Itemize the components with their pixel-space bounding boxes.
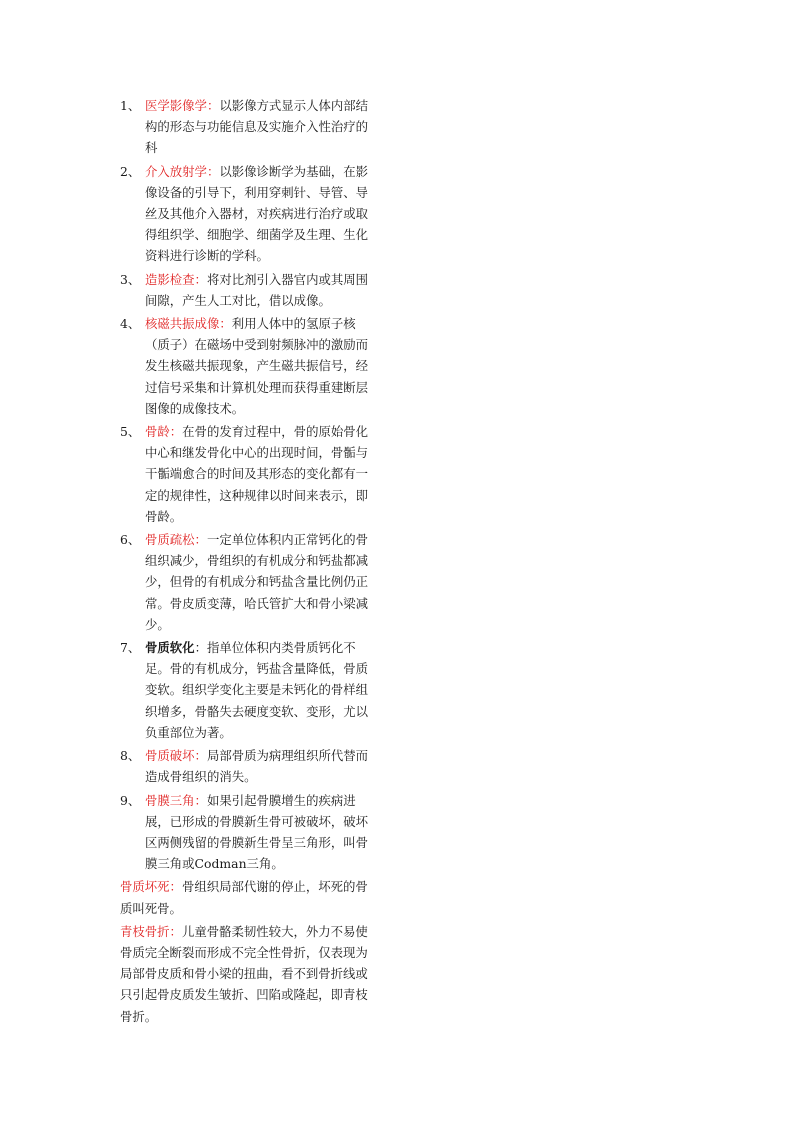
extra-term: 青枝骨折：	[120, 923, 182, 939]
list-item	[120, 745, 378, 787]
item-number: 6、	[120, 532, 141, 548]
list-item	[120, 95, 378, 159]
item-term: 骨质软化	[145, 640, 195, 656]
extra-term: 骨质坏死：	[120, 879, 182, 895]
item-number: 2、	[120, 163, 141, 179]
item-definition: 以影像方式显示人体内部结构的形态与功能信息及实施介入性治疗的科	[145, 98, 369, 156]
item-number: 1、	[120, 98, 141, 113]
item-definition: 在骨的发育过程中，骨的原始骨化中心和继发骨化中心的出现时间，骨骺与干骺端愈合的时间及其形态的变化都有一定的规律性，这种规律以时间来表示，即骨龄。	[145, 424, 369, 524]
item-term: 核磁共振成像：	[145, 316, 232, 332]
item-term: 造影检查：	[145, 271, 207, 287]
list-item	[120, 790, 378, 875]
list-item	[120, 637, 378, 743]
list-item	[120, 421, 378, 527]
extra-definition: 儿童骨骼柔韧性较大，外力不易使骨质完全断裂而形成不完全性骨折，仅表现为局部骨皮质和骨小梁的扭曲，看不到骨折线或只引起骨皮质发生皱折、凹陷或隆起，即青枝骨折。	[120, 923, 368, 1024]
item-definition: 局部骨质为病理组织所代替而造成骨组织的消失。	[145, 748, 369, 785]
item-definition: ：指单位体积内类骨质钙化不足。骨的有机成分，钙盐含量降低，骨质变软。组织学变化主要是未钙化的骨样组织增多，骨骼失去硬度变软、变形，尤以负重部位为著。	[145, 640, 369, 740]
item-number: 3、	[120, 271, 141, 287]
item-number: 9、	[120, 792, 141, 808]
item-term: 骨质疏松：	[145, 532, 207, 548]
item-number: 5、	[120, 424, 141, 440]
list-item	[120, 529, 378, 635]
extra-definition: 骨组织局部代谢的停止，坏死的骨质叫死骨。	[120, 879, 368, 916]
list-item	[120, 269, 378, 311]
item-definition: 将对比剂引入器官内或其周围间隙，产生人工对比，借以成像。	[145, 271, 369, 308]
item-definition: 一定单位体积内正常钙化的骨组织减少，骨组织的有机成分和钙盐都减少，但骨的有机成分和钙盐含量比例仍正常。骨皮质变薄，哈氏管扩大和骨小梁减少。	[145, 532, 369, 632]
item-number: 4、	[120, 316, 141, 332]
extra-paragraph	[120, 876, 378, 918]
item-term: 骨膜三角：	[145, 792, 207, 808]
item-term: 医学影像学：	[145, 98, 220, 113]
item-term: 骨质破坏：	[145, 748, 207, 764]
definitions-content	[120, 95, 378, 1029]
definitions-list	[120, 95, 378, 874]
list-item	[120, 161, 378, 267]
item-definition: 以影像诊断学为基础，在影像设备的引导下，利用穿刺针、导管、导丝及其他介入器材，对疾病进行治疗或取得组织学、细胞学、细菌学及生理、生化资料进行诊断的学科。	[145, 163, 369, 264]
item-definition: 如果引起骨膜增生的疾病进展，已形成的骨膜新生骨可被破坏，破坏区两侧残留的骨膜新生骨呈三角形，叫骨膜三角或Codman三角。	[145, 792, 369, 872]
extra-paragraph	[120, 921, 378, 1027]
item-number: 7、	[120, 640, 141, 656]
item-term: 介入放射学：	[145, 163, 220, 179]
item-definition: 利用人体中的氢原子核（质子）在磁场中受到射频脉冲的激励而发生核磁共振现象，产生磁共振信号，经过信号采集和计算机处理而获得重建断层图像的成像技术。	[145, 316, 369, 416]
item-term: 骨龄：	[145, 424, 183, 440]
item-number: 8、	[120, 748, 141, 764]
list-item	[120, 313, 378, 419]
